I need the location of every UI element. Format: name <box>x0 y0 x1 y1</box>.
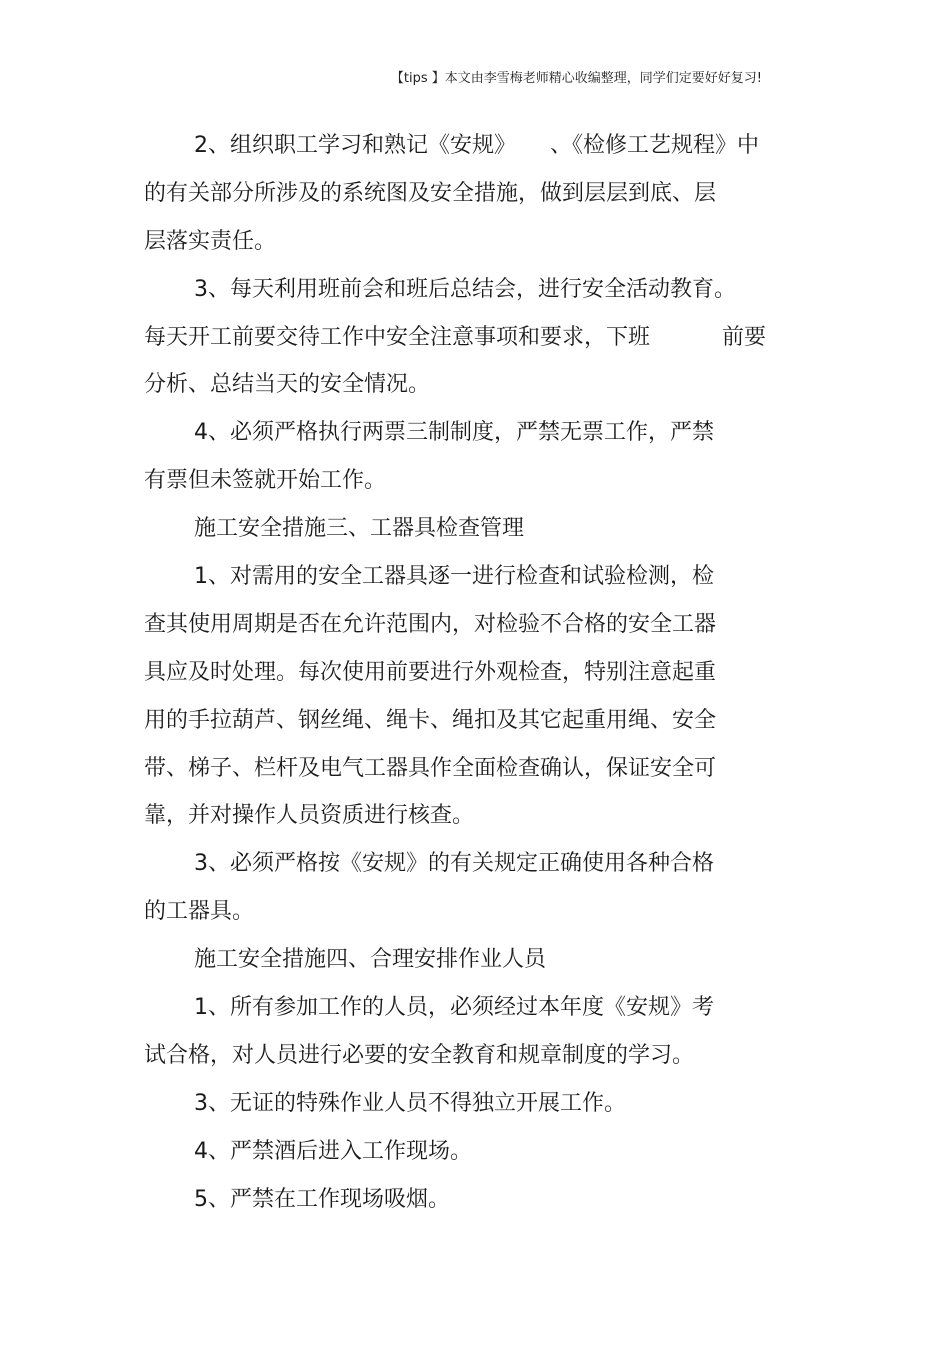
text-segment: 1、所有参加工作的人员，必须经过本年度《安规》考 <box>194 995 714 1021</box>
text-segment: 3、必须严格按《安规》的有关规定正确使用各种合格 <box>194 851 714 877</box>
text-line <box>144 413 804 461</box>
text-line <box>144 270 804 318</box>
text-segment: 3、无证的特殊作业人员不得独立开展工作。 <box>194 1090 626 1116</box>
text-segment: 有票但未签就开始工作。 <box>144 468 387 494</box>
text-segment: 每天开工前要交待工作中安全注意事项和要求，下班 <box>144 324 651 350</box>
text-line <box>144 1180 804 1228</box>
text-segment: 的工器具。 <box>144 899 255 925</box>
text-segment: 、《检修工艺规程》中 <box>550 133 760 158</box>
text-segment: 4、必须严格执行两票三制制度，严禁无票工作，严禁 <box>194 420 714 446</box>
text-line <box>144 1036 804 1084</box>
text-line <box>144 844 804 892</box>
text-line <box>144 1132 804 1180</box>
text-line <box>144 653 804 701</box>
text-segment: 查其使用周期是否在允许范围内，对检验不合格的安全工器 <box>144 611 717 637</box>
text-segment: 具应及时处理。每次使用前要进行外观检查，特别注意起重 <box>144 659 717 685</box>
text-line <box>144 605 804 653</box>
text-line <box>144 365 804 413</box>
text-line <box>144 749 804 797</box>
text-line <box>144 318 804 366</box>
text-segment: 1、对需用的安全工器具逐一进行检查和试验检测，检 <box>194 564 714 590</box>
text-segment: 施工安全措施三、工器具检查管理 <box>194 516 525 542</box>
text-line <box>144 796 804 844</box>
text-line <box>144 222 804 270</box>
text-line <box>144 701 804 749</box>
text-line <box>144 174 804 222</box>
text-segment: 层落实责任。 <box>144 228 277 254</box>
text-line <box>144 940 804 988</box>
text-segment: 靠，并对操作人员资质进行核查。 <box>144 803 475 829</box>
text-segment: 5、严禁在工作现场吸烟。 <box>194 1186 450 1212</box>
text-segment: 2、组织职工学习和熟记《安规》 <box>194 133 516 158</box>
text-segment: 4、严禁酒后进入工作现场。 <box>194 1138 472 1164</box>
document-body <box>144 126 804 1227</box>
text-line <box>144 892 804 940</box>
text-segment: 3、每天利用班前会和班后总结会，进行安全活动教育。 <box>194 276 736 302</box>
text-line <box>144 126 804 174</box>
text-segment: 带、梯子、栏杆及电气工器具作全面检查确认，保证安全可 <box>144 755 717 781</box>
text-line <box>144 1084 804 1132</box>
text-segment: 前要 <box>722 324 767 350</box>
text-segment: 用的手拉葫芦、钢丝绳、绳卡、绳扣及其它起重用绳、安全 <box>144 707 717 733</box>
text-segment: 施工安全措施四、合理安排作业人员 <box>194 947 547 973</box>
text-segment: 分析、总结当天的安全情况。 <box>144 372 431 398</box>
text-line <box>144 988 804 1036</box>
text-segment: 试合格，对人员进行必要的安全教育和规章制度的学习。 <box>144 1042 695 1068</box>
text-line <box>144 461 804 509</box>
text-line <box>144 509 804 557</box>
text-line <box>144 557 804 605</box>
text-segment: 的有关部分所涉及的系统图及安全措施，做到层层到底、层 <box>144 180 717 206</box>
header-tip: 【tips 】本文由李雪梅老师精心收编整理，同学们定要好好复习! <box>390 71 762 86</box>
